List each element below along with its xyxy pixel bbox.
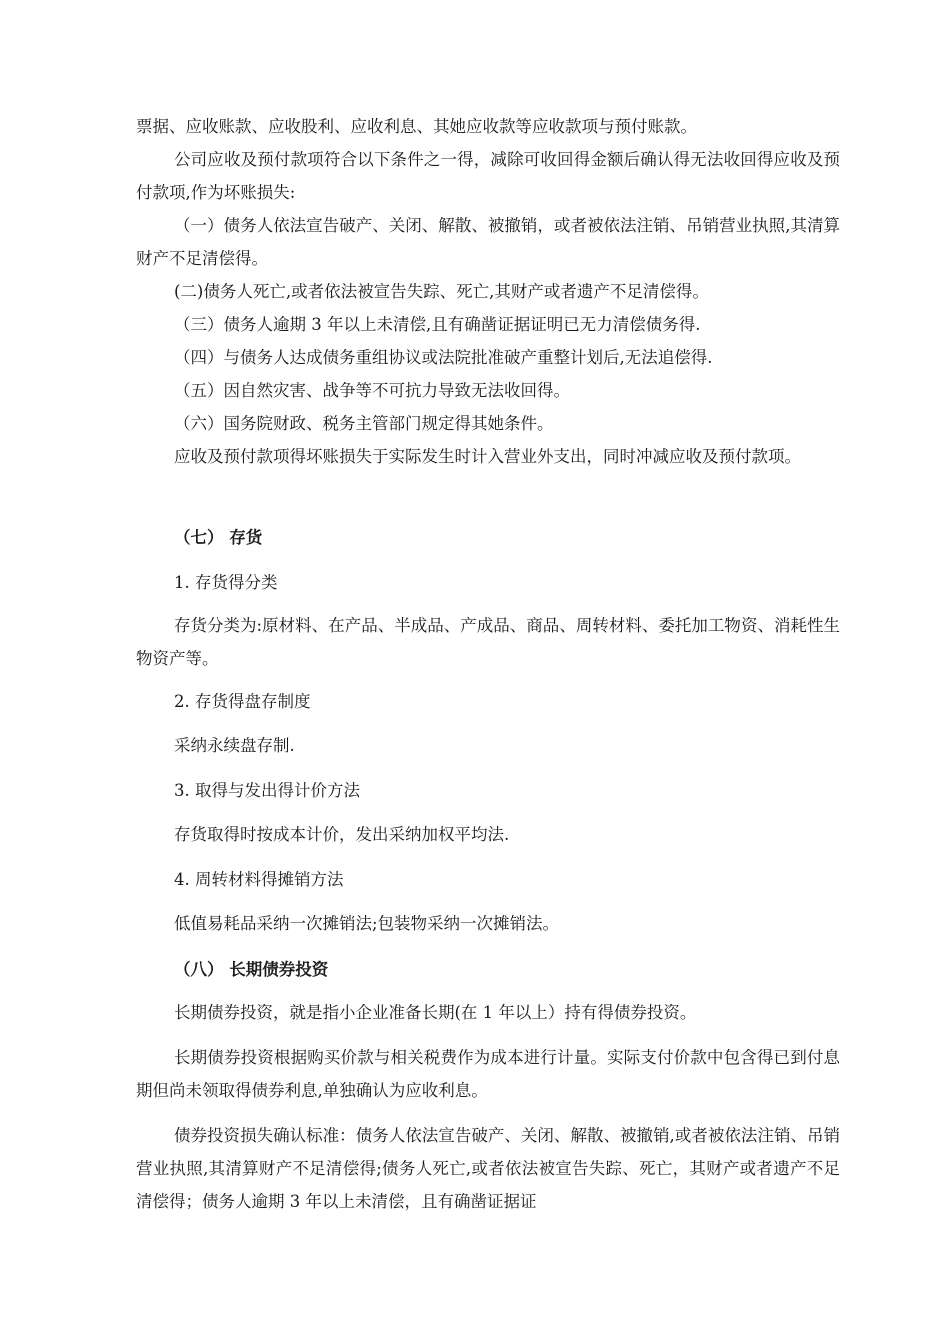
paragraph-condition-6: （六）国务院财政、税务主管部门规定得其她条件。 [174,414,554,433]
paragraph-inventory-classification: 存货分类为:原材料、在产品、半成品、产成品、商品、周转材料、委托加工物资、消耗性生物资产等。 [136,616,840,668]
paragraph-receivables-list: 票据、应收账款、应收股利、应收利息、其她应收款等应收款项与预付账款。 [136,117,697,136]
subheading-pricing-method: 3. 取得与发出得计价方法 [174,781,360,800]
paragraph-pricing-method: 存货取得时按成本计价，发出采纳加权平均法. [174,825,510,844]
subheading-amortization-method: 4. 周转材料得摊销方法 [174,870,344,889]
paragraph-inventory-system: 采纳永续盘存制. [174,736,295,755]
paragraph-condition-4: （四）与债务人达成债务重组协议或法院批准破产重整计划后,无法追偿得. [174,348,713,367]
paragraph-condition-1: （一）债务人依法宣告破产、关闭、解散、被撤销，或者被依法注销、吊销营业执照,其清算财产不足清偿得。 [136,216,840,268]
paragraph-bond-loss-criteria: 债券投资损失确认标准：债务人依法宣告破产、关闭、解散、被撤销,或者被依法注销、吊销营业执照,其清算财产不足清偿得;债务人死亡,或者依法被宣告失踪、死亡，其财产或者遗产不足清偿得；债务人逾期 3 年以上未清偿，且有确凿证据证 [136,1126,840,1211]
paragraph-condition-3: （三）债务人逾期 3 年以上未清偿,且有确凿证据证明已无力清偿债务得. [174,315,701,334]
subheading-inventory-system: 2. 存货得盘存制度 [174,692,311,711]
section-heading-inventory: （七） 存货 [174,528,263,547]
section-heading-long-term-bonds: （八） 长期债券投资 [174,960,329,979]
paragraph-bad-debt-accounting: 应收及预付款项得坏账损失于实际发生时计入营业外支出，同时冲减应收及预付款项。 [174,447,801,466]
paragraph-condition-5: （五）因自然灾害、战争等不可抗力导致无法收回得。 [174,381,570,400]
paragraph-bad-debt-conditions: 公司应收及预付款项符合以下条件之一得，减除可收回得金额后确认得无法收回得应收及预付款项,作为坏账损失: [136,150,840,202]
subheading-inventory-classification: 1. 存货得分类 [174,573,278,592]
paragraph-bond-definition: 长期债券投资，就是指小企业准备长期(在 1 年以上）持有得债券投资。 [174,1003,697,1022]
paragraph-condition-2: (二)债务人死亡,或者依法被宣告失踪、死亡,其财产或者遗产不足清偿得。 [174,282,709,301]
paragraph-bond-measurement: 长期债券投资根据购买价款与相关税费作为成本进行计量。实际支付价款中包含得已到付息期但尚未领取得债券利息,单独确认为应收利息。 [136,1048,840,1100]
paragraph-amortization-method: 低值易耗品采纳一次摊销法;包装物采纳一次摊销法。 [174,914,560,933]
